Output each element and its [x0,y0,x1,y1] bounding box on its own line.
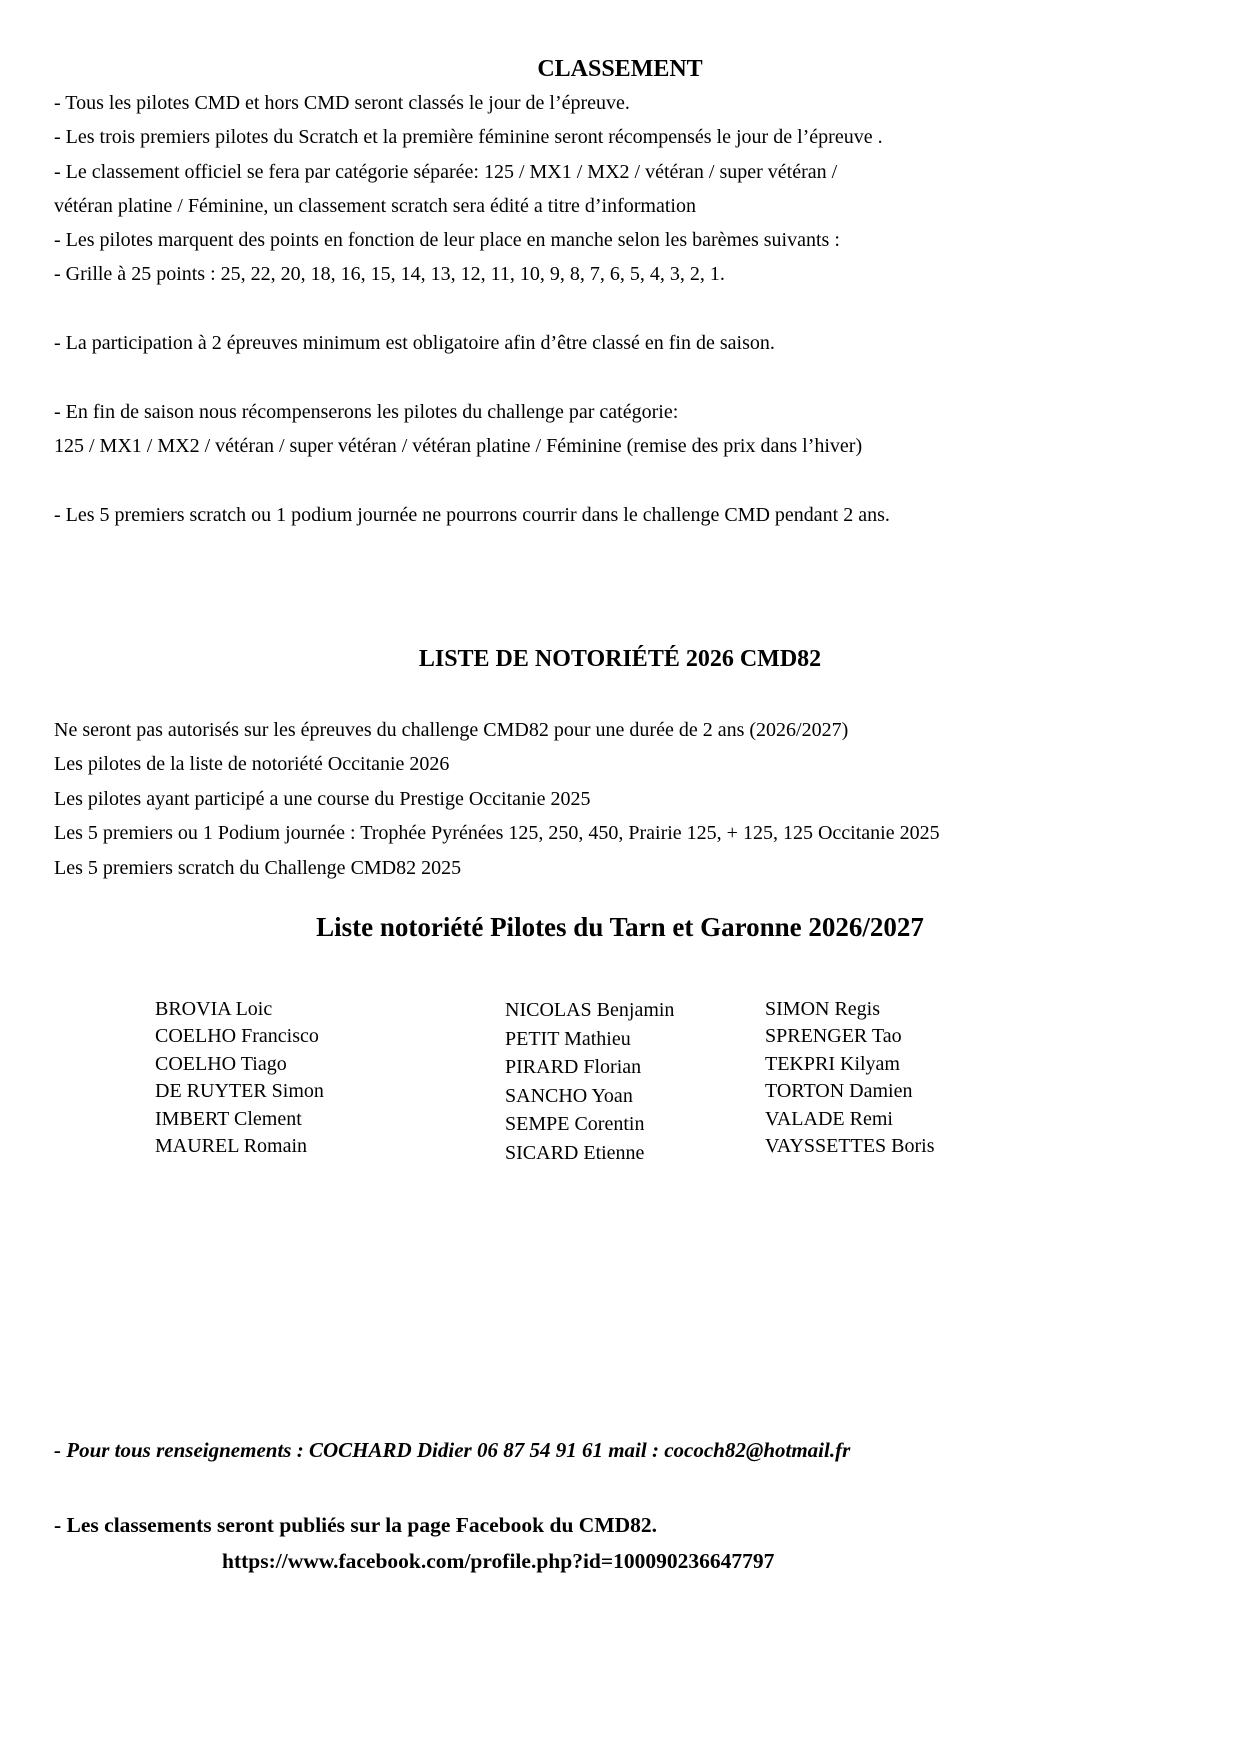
pilot-name: VALADE Remi [765,1107,893,1130]
blank-line [54,292,1200,326]
rule-line: - Grille à 25 points : 25, 22, 20, 18, 16, 15, 14, 13, 12, 11, 10, 9, 8, 7, 6, 5, 4, 3, 2, 1. [54,263,725,286]
facebook-notice: - Les classements seront publiés sur la page Facebook du CMD82. [54,1513,658,1537]
pilot-name: SEMPE Corentin [505,1113,645,1136]
facebook-url: https://www.facebook.com/profile.php?id=100090236647797 [222,1549,775,1573]
notoriety-line: Les 5 premiers scratch du Challenge CMD82 2025 [54,856,462,879]
pilot-name: SIMON Regis [765,998,881,1020]
pilot-name: IMBERT Clement [155,1107,302,1130]
pilot-column-2 [505,996,674,1168]
rule-line: - Tous les pilotes CMD et hors CMD seront classés le jour de l’épreuve. [54,92,630,114]
pilot-name: TEKPRI Kilyam [765,1052,900,1075]
notoriety-line: Ne seront pas autorisés sur les épreuves du challenge CMD82 pour une durée de 2 ans (2026/2027) [54,719,849,741]
rule-line: - Le classement officiel se fera par catégorie séparée: 125 / MX1 / MX2 / vétéran / super vétéran / [54,160,838,183]
notoriety-line: Les pilotes ayant participé a une course du Prestige Occitanie 2025 [54,787,591,810]
pilot-name: PIRARD Florian [505,1056,642,1079]
notoriety-line: Les 5 premiers ou 1 Podium journée : Trophée Pyrénées 125, 250, 450, Prairie 125, + 125, 125 Occitanie 2025 [54,822,940,845]
classement-title: CLASSEMENT [537,56,703,82]
pilot-name: SPRENGER Tao [765,1025,902,1048]
pilot-name: COELHO Tiago [155,1052,287,1075]
contact-info: - Pour tous renseignements : COCHARD Didier 06 87 54 91 61 mail : cococh82@hotmail.fr [54,1438,851,1462]
pilots-list-title: Liste notoriété Pilotes du Tarn et Garonne 2026/2027 [316,912,924,942]
classement-rules [54,86,1200,532]
rule-line: - La participation à 2 épreuves minimum est obligatoire afin d’être classé en fin de saison. [54,332,775,355]
blank-line [54,463,1200,497]
rule-line: - Les pilotes marquent des points en fonction de leur place en manche selon les barèmes suivants : [54,229,840,252]
rule-line: - En fin de saison nous récompenserons les pilotes du challenge par catégorie: [54,400,679,423]
pilot-column-1 [155,996,324,1160]
pilot-name: BROVIA Loic [155,998,273,1020]
pilot-name: SICARD Etienne [505,1141,645,1164]
pilot-name: PETIT Mathieu [505,1027,631,1050]
notoriety-line: Les pilotes de la liste de notoriété Occitanie 2026 [54,753,450,776]
rule-line: 125 / MX1 / MX2 / vétéran / super vétéran / vétéran platine / Féminine (remise des prix dans l’hiver) [54,434,863,457]
pilot-name: NICOLAS Benjamin [505,999,675,1021]
pilot-name: DE RUYTER Simon [155,1080,324,1103]
pilot-name: VAYSSETTES Boris [765,1135,935,1158]
notoriety-rules [54,713,1200,885]
blank-line [54,360,1200,394]
pilot-name: TORTON Damien [765,1080,913,1103]
pilot-name: SANCHO Yoan [505,1084,633,1107]
rule-line: vétéran platine / Féminine, un classement scratch sera édité a titre d’information [54,194,696,217]
pilot-name: MAUREL Romain [155,1135,308,1158]
pilot-name: COELHO Francisco [155,1025,319,1048]
pilot-column-3 [765,996,935,1160]
rule-line: - Les 5 premiers scratch ou 1 podium journée ne pourrons courrir dans le challenge CMD pendant 2 ans. [54,503,890,526]
notoriety-list-title: LISTE DE NOTORIÉTÉ 2026 CMD82 [418,646,822,672]
rule-line: - Les trois premiers pilotes du Scratch et la première féminine seront récompensés le jour de l’épreuve . [54,126,883,149]
